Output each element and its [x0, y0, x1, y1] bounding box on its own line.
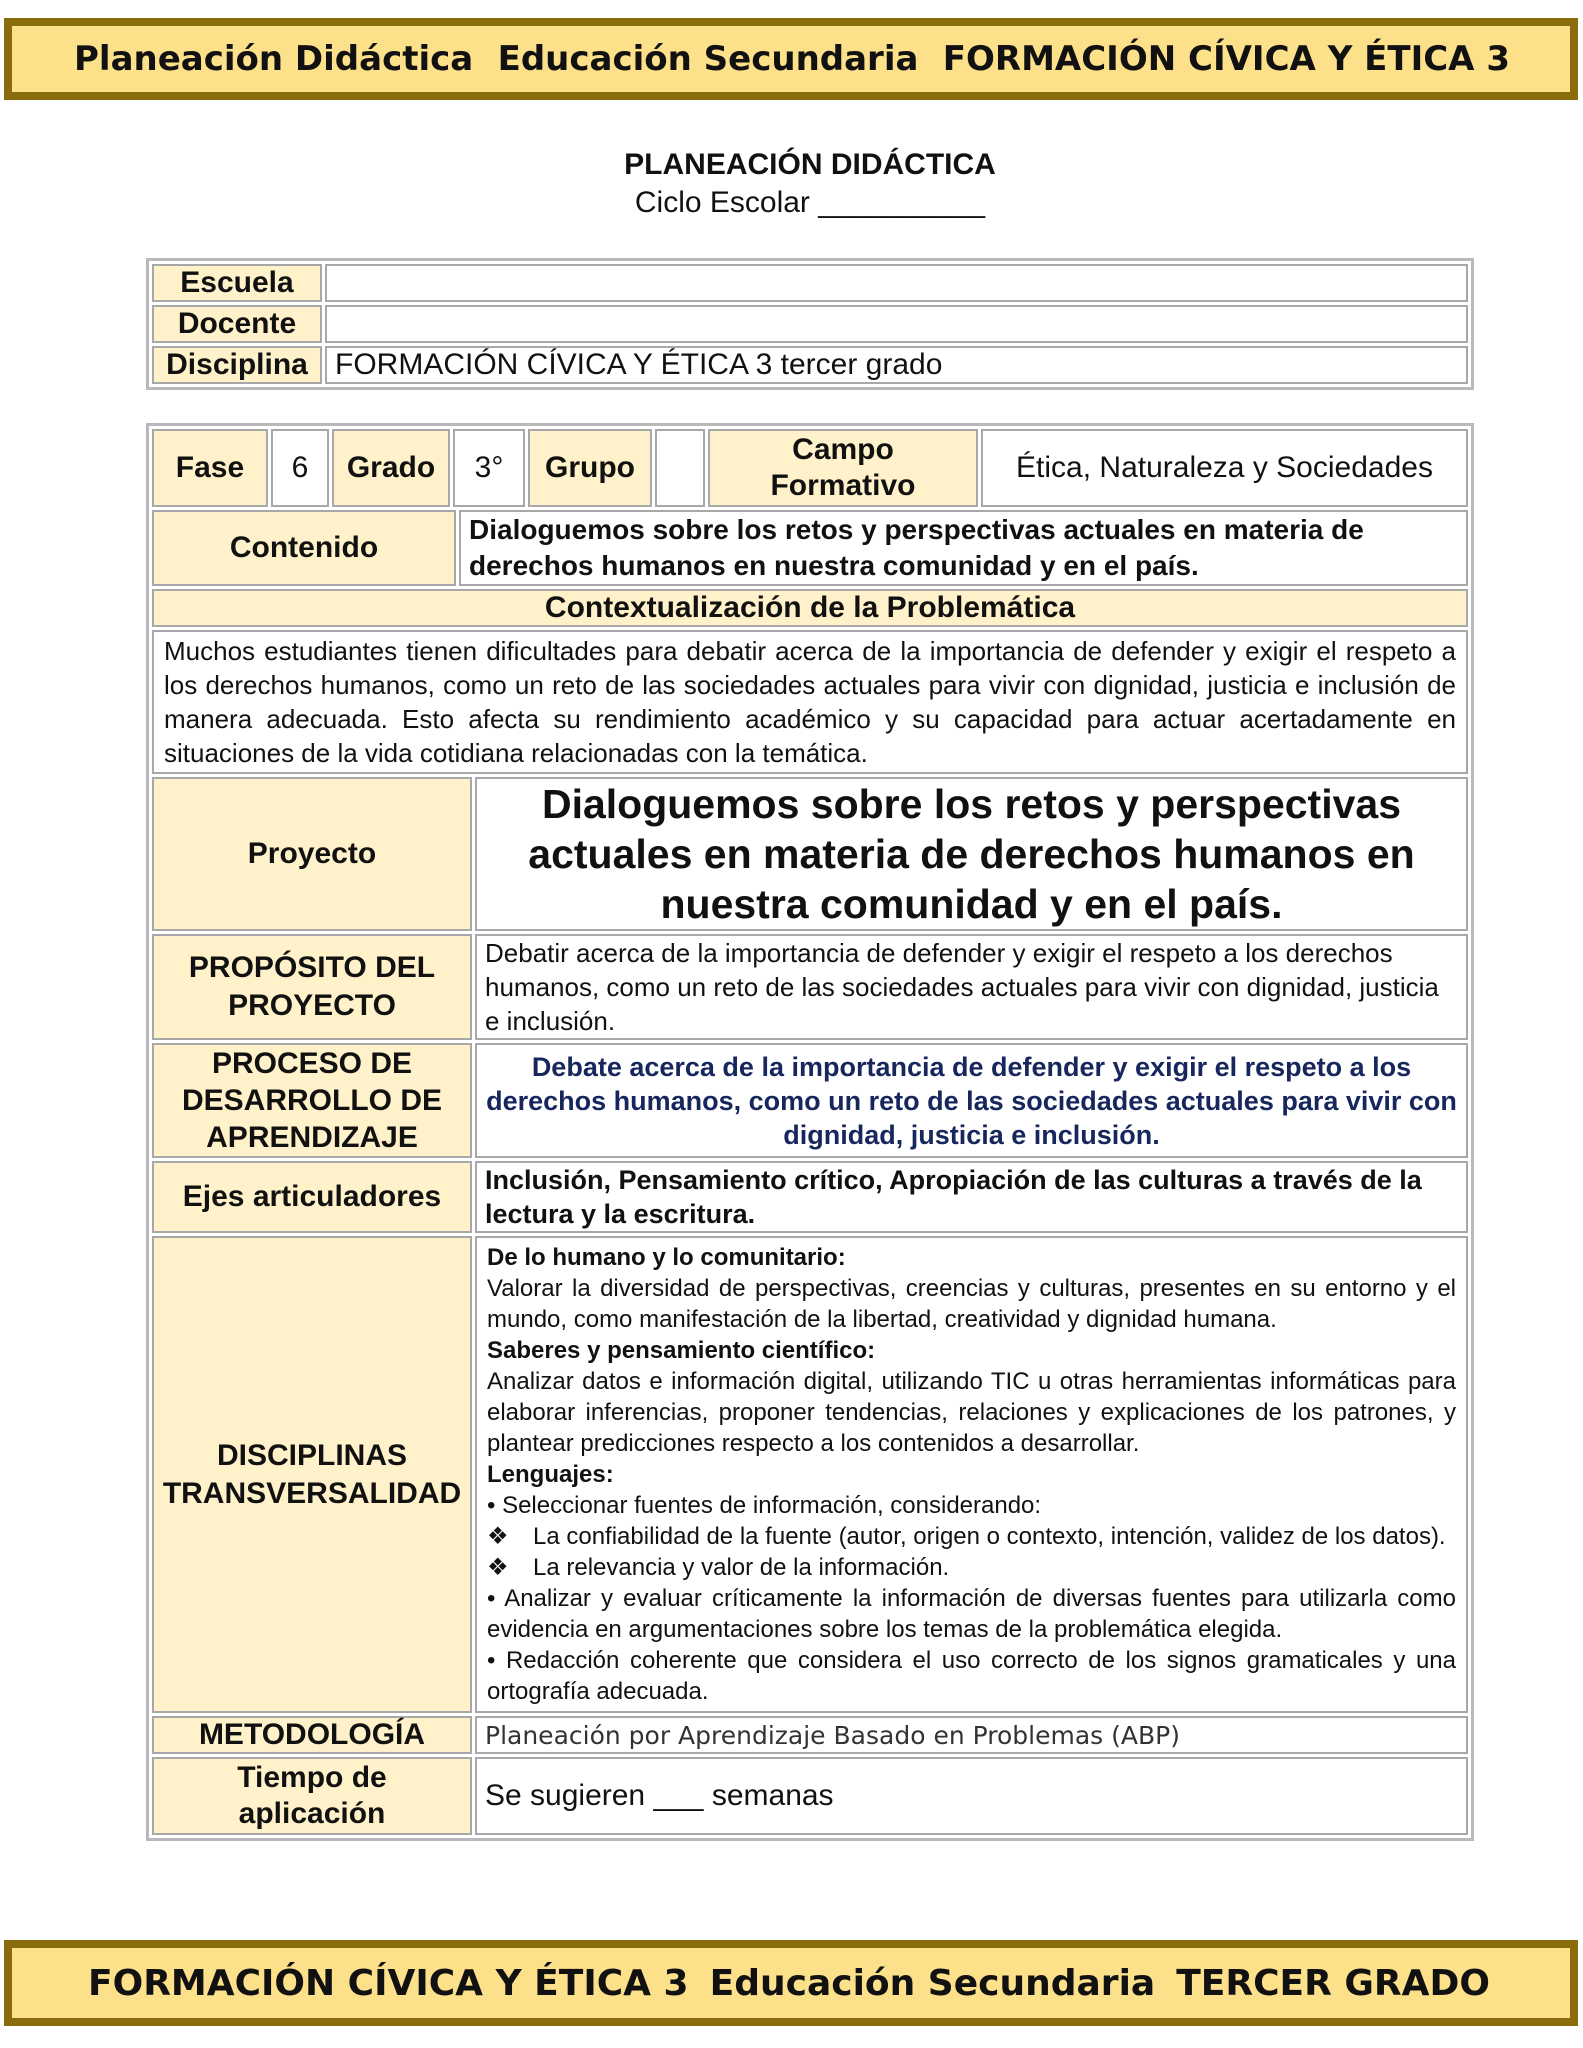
fase-label: Fase — [152, 429, 268, 507]
plan-table — [146, 423, 1474, 1841]
header-left: Planeación Didáctica — [74, 39, 474, 79]
disciplina-heading: Lenguajes: — [487, 1461, 614, 1488]
bullet-item: • Seleccionar fuentes de información, considerando: — [487, 1492, 1042, 1519]
bullet-item: • Analizar y evaluar críticamente la información de diversas fuentes para utilizarla como evidencia en argumentaciones sobre los temas de la problemática elegida. — [487, 1585, 1456, 1643]
proposito-value: Debatir acerca de la importancia de defender y exigir el respeto a los derechos humanos, como un reto de las sociedades actuales para vivir con dignidad, justicia e inclusión. — [475, 934, 1468, 1040]
campo-formativo-value: Ética, Naturaleza y Sociedades — [981, 429, 1468, 507]
contenido-label: Contenido — [152, 510, 456, 586]
header-banner — [4, 18, 1578, 100]
pda-label: PROCESO DE DESARROLLO DE APRENDIZAJE — [152, 1043, 472, 1158]
metodologia-label: METODOLOGÍA — [152, 1716, 472, 1754]
header-right: FORMACIÓN CÍVICA Y ÉTICA 3 — [942, 39, 1510, 79]
disciplina-heading: De lo humano y lo comunitario: — [487, 1244, 846, 1271]
docente-value[interactable] — [325, 305, 1468, 343]
diamond-bullet-item — [487, 1521, 1456, 1552]
disciplina-value: FORMACIÓN CÍVICA Y ÉTICA 3 tercer grado — [325, 346, 1468, 384]
proyecto-label: Proyecto — [152, 777, 472, 931]
diamond-bullet-icon: ❖ — [487, 1554, 509, 1581]
contenido-value: Dialoguemos sobre los retos y perspectivas actuales en materia de derechos humanos en nuestra comunidad y en el país. — [459, 510, 1468, 586]
docente-label: Docente — [152, 305, 322, 343]
tiempo-value: Se sugieren ___ semanas — [475, 1757, 1468, 1835]
pda-value: Debate acerca de la importancia de defender y exigir el respeto a los derechos humanos, como un reto de las sociedades actuales para vivir con dignidad, justicia e inclusión. — [475, 1043, 1468, 1158]
footer-banner — [4, 1940, 1578, 2026]
diamond-bullet-icon: ❖ — [487, 1523, 509, 1550]
diamond-bullet-text: La relevancia y valor de la información. — [533, 1554, 950, 1581]
campo-formativo-label: Campo Formativo — [708, 429, 978, 507]
page-title: PLANEACIÓN DIDÁCTICA — [624, 148, 996, 181]
footer-right: TERCER GRADO — [1176, 1962, 1490, 2004]
grado-value: 3° — [453, 429, 525, 507]
proyecto-value: Dialoguemos sobre los retos y perspectivas actuales en materia de derechos humanos en nuestra comunidad y en el país. — [475, 777, 1468, 931]
footer-left: FORMACIÓN CÍVICA Y ÉTICA 3 — [88, 1962, 689, 2004]
footer-center: Educación Secundaria — [709, 1962, 1156, 2004]
grupo-label: Grupo — [528, 429, 652, 507]
grupo-value[interactable] — [655, 429, 705, 507]
school-cycle: Ciclo Escolar __________ — [634, 186, 986, 219]
diamond-bullet-item — [487, 1552, 1456, 1583]
disciplinas-label: DISCIPLINAS TRANSVERSALIDAD — [152, 1236, 472, 1713]
metodologia-value: Planeación por Aprendizaje Basado en Problemas (ABP) — [475, 1716, 1468, 1754]
disciplina-label: Disciplina — [152, 346, 322, 384]
escuela-label: Escuela — [152, 264, 322, 302]
school-info-table — [146, 258, 1474, 390]
contextualizacion-header: Contextualización de la Problemática — [152, 589, 1468, 627]
bullet-item: • Redacción coherente que considera el uso correcto de los signos gramaticales y una ortografía adecuada. — [487, 1647, 1456, 1705]
header-center: Educación Secundaria — [497, 39, 919, 79]
fase-value: 6 — [271, 429, 329, 507]
ejes-label: Ejes articuladores — [152, 1161, 472, 1233]
tiempo-label: Tiempo de aplicación — [152, 1757, 472, 1835]
escuela-value[interactable] — [325, 264, 1468, 302]
diamond-bullet-text: La confiabilidad de la fuente (autor, origen o contexto, intención, validez de los datos). — [533, 1523, 1446, 1550]
ejes-value: Inclusión, Pensamiento crítico, Apropiación de las culturas a través de la lectura y la escritura. — [475, 1161, 1468, 1233]
disciplinas-content — [475, 1236, 1468, 1713]
disciplina-text: Analizar datos e información digital, utilizando TIC u otras herramientas informáticas para elaborar inferencias, proponer tendencias, relaciones y explicaciones de los patrones, y plantear predicciones respecto a los contenidos a desarrollar. — [487, 1368, 1456, 1457]
contextualizacion-text: Muchos estudiantes tienen dificultades para debatir acerca de la importancia de defender y exigir el respeto a los derechos humanos, como un reto de las sociedades actuales para vivir con dignidad, justicia e inclusión de manera adecuada. Esto afecta su rendimiento académico y su capacidad para actuar acertadamente en situaciones de la vida cotidiana relacionadas con la temática. — [152, 630, 1468, 774]
proposito-label: PROPÓSITO DEL PROYECTO — [152, 934, 472, 1040]
disciplina-text: Valorar la diversidad de perspectivas, creencias y culturas, presentes en su entorno y el mundo, como manifestación de la libertad, creatividad y dignidad humana. — [487, 1275, 1456, 1333]
grado-label: Grado — [332, 429, 450, 507]
disciplina-heading: Saberes y pensamiento científico: — [487, 1337, 876, 1364]
